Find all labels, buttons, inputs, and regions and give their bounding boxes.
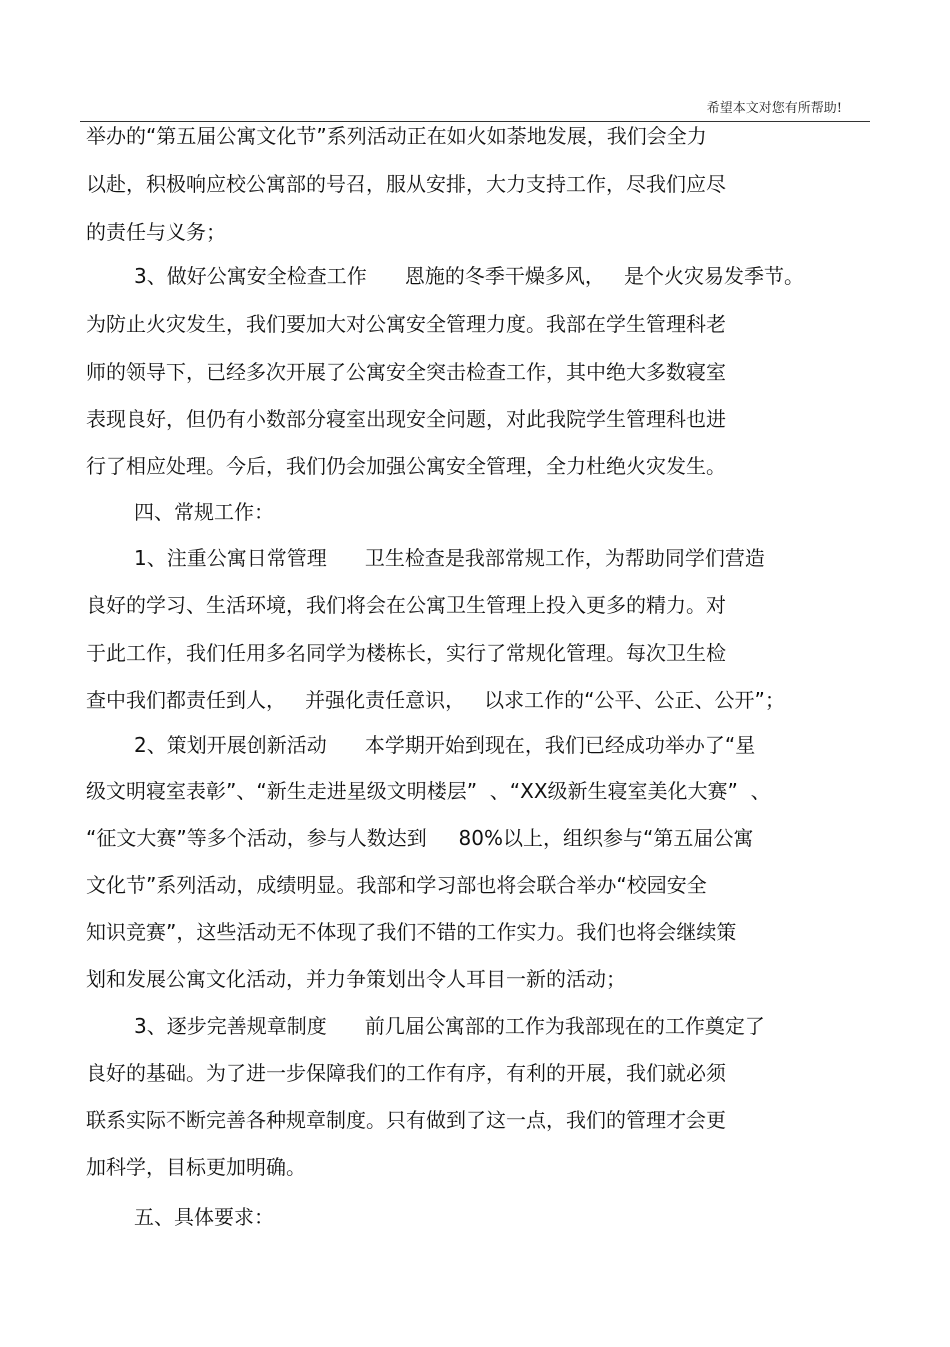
text-line: 良好的基础。为了进一步保障我们的工作有序，有利的开展，我们就必须 [86, 1061, 726, 1085]
text-line: 以赴，积极响应校公寓部的号召，服从安排，大力支持工作，尽我们应尽 [86, 172, 726, 196]
text-line: 3、逐步完善规章制度 前几届公寓部的工作为我部现在的工作奠定了 [134, 1014, 765, 1038]
text-line: 级文明寝室表彰”、“新生走进星级文明楼层” 、“XX级新生寝室美化大赛” 、 [86, 779, 771, 803]
text-line: 的责任与义务； [86, 220, 226, 244]
text-line: 2、策划开展创新活动 本学期开始到现在，我们已经成功举办了“星 [134, 733, 756, 757]
text-line: 3、做好公寓安全检查工作 恩施的冬季干燥多风， 是个火灾易发季节。 [134, 264, 804, 288]
text-line: 于此工作，我们任用多名同学为楼栋长，实行了常规化管理。每次卫生检 [86, 641, 726, 665]
text-line: 查中我们都责任到人， 并强化责任意识， 以求工作的“公平、公正、公开”； [86, 688, 785, 712]
text-line: 划和发展公寓文化活动，并力争策划出令人耳目一新的活动； [86, 967, 626, 991]
text-line: 文化节”系列活动，成绩明显。我部和学习部也将会联合举办“校园安全 [86, 873, 707, 897]
text-line: 四、常规工作： [134, 500, 274, 524]
text-line: 师的领导下，已经多次开展了公寓安全突击检查工作，其中绝大多数寝室 [86, 360, 726, 384]
text-line: 联系实际不断完善各种规章制度。只有做到了这一点，我们的管理才会更 [86, 1108, 726, 1132]
text-line: 为防止火灾发生，我们要加大对公寓安全管理力度。我部在学生管理科老 [86, 312, 726, 336]
text-line: 1、注重公寓日常管理 卫生检查是我部常规工作，为帮助同学们营造 [134, 546, 765, 570]
text-line: 知识竞赛”，这些活动无不体现了我们不错的工作实力。我们也将会继续策 [86, 920, 737, 944]
text-line: 举办的“第五届公寓文化节”系列活动正在如火如荼地发展，我们会全力 [86, 124, 707, 148]
text-line: 良好的学习、生活环境，我们将会在公寓卫生管理上投入更多的精力。对 [86, 593, 726, 617]
text-line: 行了相应处理。今后，我们仍会加强公寓安全管理，全力杜绝火灾发生。 [86, 454, 726, 478]
header-note: 希望本文对您有所帮助! [706, 101, 842, 116]
text-line: “征文大赛”等多个活动，参与人数达到 80%以上，组织参与“第五届公寓 [86, 826, 754, 850]
text-line: 表现良好，但仍有小数部分寝室出现安全问题，对此我院学生管理科也进 [86, 407, 726, 431]
text-line: 五、具体要求： [134, 1205, 274, 1229]
text-line: 加科学，目标更加明确。 [86, 1155, 306, 1179]
header-divider [80, 121, 870, 122]
